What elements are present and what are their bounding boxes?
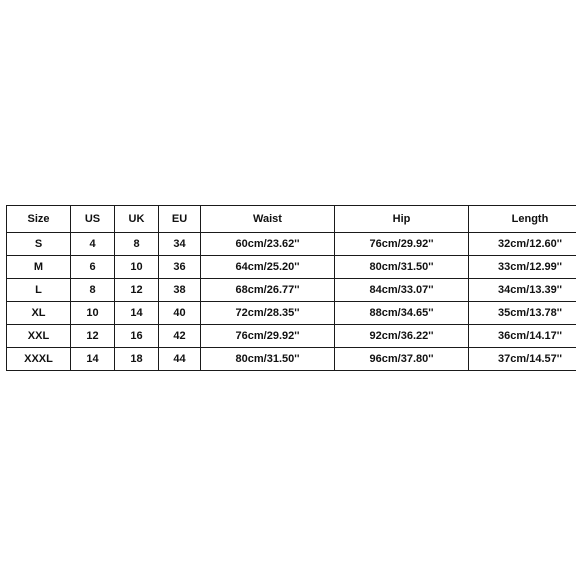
cell-us: 6 (71, 256, 115, 279)
cell-uk: 18 (115, 348, 159, 371)
cell-length: 36cm/14.17'' (469, 325, 576, 348)
header-length: Length (469, 206, 576, 233)
cell-size: L (7, 279, 71, 302)
cell-hip: 96cm/37.80'' (335, 348, 469, 371)
cell-length: 34cm/13.39'' (469, 279, 576, 302)
cell-hip: 88cm/34.65'' (335, 302, 469, 325)
cell-length: 35cm/13.78'' (469, 302, 576, 325)
table-row (7, 348, 576, 371)
cell-length: 37cm/14.57'' (469, 348, 576, 371)
header-waist: Waist (201, 206, 335, 233)
cell-size: S (7, 233, 71, 256)
cell-eu: 40 (159, 302, 201, 325)
cell-uk: 14 (115, 302, 159, 325)
cell-waist: 72cm/28.35'' (201, 302, 335, 325)
cell-eu: 38 (159, 279, 201, 302)
cell-uk: 10 (115, 256, 159, 279)
cell-length: 33cm/12.99'' (469, 256, 576, 279)
table-row (7, 325, 576, 348)
cell-us: 12 (71, 325, 115, 348)
cell-hip: 84cm/33.07'' (335, 279, 469, 302)
cell-us: 8 (71, 279, 115, 302)
header-us: US (71, 206, 115, 233)
header-uk: UK (115, 206, 159, 233)
cell-uk: 12 (115, 279, 159, 302)
size-chart-table (6, 205, 576, 371)
header-size: Size (7, 206, 71, 233)
table-row (7, 302, 576, 325)
cell-eu: 36 (159, 256, 201, 279)
cell-eu: 44 (159, 348, 201, 371)
cell-eu: 42 (159, 325, 201, 348)
cell-waist: 80cm/31.50'' (201, 348, 335, 371)
cell-waist: 76cm/29.92'' (201, 325, 335, 348)
cell-waist: 60cm/23.62'' (201, 233, 335, 256)
cell-uk: 8 (115, 233, 159, 256)
header-row (7, 206, 576, 233)
cell-hip: 92cm/36.22'' (335, 325, 469, 348)
cell-waist: 68cm/26.77'' (201, 279, 335, 302)
cell-size: M (7, 256, 71, 279)
cell-us: 14 (71, 348, 115, 371)
cell-us: 10 (71, 302, 115, 325)
table-row (7, 233, 576, 256)
cell-eu: 34 (159, 233, 201, 256)
cell-size: XL (7, 302, 71, 325)
table-row (7, 256, 576, 279)
table-row (7, 279, 576, 302)
cell-length: 32cm/12.60'' (469, 233, 576, 256)
cell-us: 4 (71, 233, 115, 256)
header-hip: Hip (335, 206, 469, 233)
cell-hip: 80cm/31.50'' (335, 256, 469, 279)
cell-uk: 16 (115, 325, 159, 348)
header-eu: EU (159, 206, 201, 233)
cell-size: XXXL (7, 348, 71, 371)
cell-size: XXL (7, 325, 71, 348)
cell-waist: 64cm/25.20'' (201, 256, 335, 279)
cell-hip: 76cm/29.92'' (335, 233, 469, 256)
